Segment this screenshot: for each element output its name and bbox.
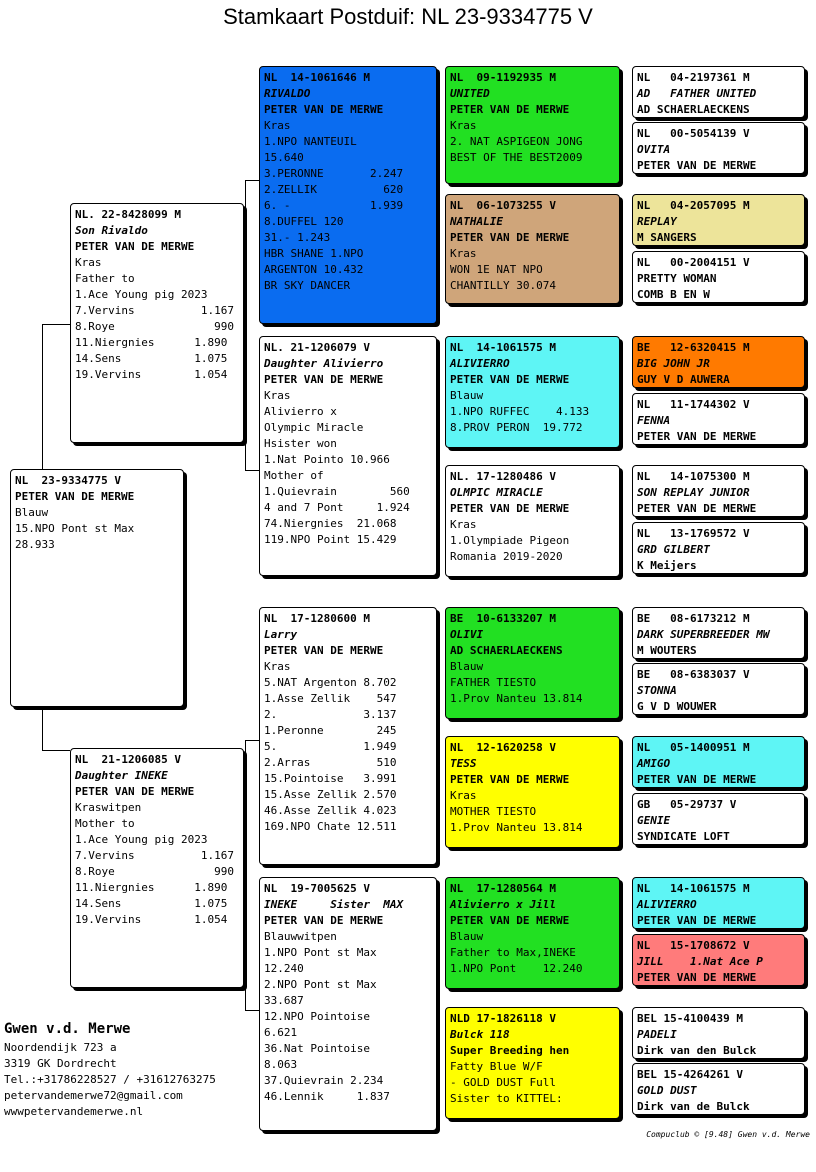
pigeon-card-ggg5[interactable] — [632, 336, 805, 388]
card-line: NL 23-9334775 V — [15, 474, 121, 487]
card-line: Hsister won — [264, 437, 337, 450]
card-line: NL. 22-8428099 M — [75, 208, 181, 221]
connector-g4 — [438, 930, 439, 1060]
card-line: 1.Asse Zellik 547 — [264, 692, 397, 705]
card-line: Bulck 118 — [450, 1028, 510, 1041]
pigeon-card-ggg3[interactable] — [632, 194, 805, 246]
card-line: 1.Nat Pointo 10.966 — [264, 453, 390, 466]
card-line: 8.063 — [264, 1058, 298, 1071]
card-line: GUY V D AUWERA — [637, 373, 730, 386]
card-line: UNITED — [450, 87, 490, 100]
pigeon-card-g3[interactable] — [259, 607, 437, 865]
card-line: BR SKY DANCER — [264, 279, 351, 292]
card-line: 7.Vervins 1.167 — [75, 849, 234, 862]
card-line: G V D WOUWER — [637, 700, 717, 713]
card-line: REPLAY — [637, 215, 677, 228]
card-line: Sister to KITTEL: — [450, 1092, 563, 1105]
card-line: 7.Vervins 1.167 — [75, 304, 234, 317]
card-line: NL 21-1206085 V — [75, 753, 181, 766]
card-line: OLIVI — [450, 628, 484, 641]
card-line: 8.Roye 990 — [75, 320, 234, 333]
card-line: NL. 17-1280486 V — [450, 470, 556, 483]
card-line: NL 11-1744302 V — [637, 398, 750, 411]
card-line: 36.Nat Pointoise — [264, 1042, 370, 1055]
card-line: SON REPLAY JUNIOR — [637, 486, 750, 499]
card-line: M SANGERS — [637, 231, 697, 244]
pigeon-card-gg8[interactable] — [445, 1007, 620, 1119]
card-line: BEL 15-4100439 M — [637, 1012, 743, 1025]
connector-sire-stub1 — [245, 180, 259, 181]
card-line: PADELI — [637, 1028, 677, 1041]
connector-g3 — [438, 660, 439, 790]
connector-sire — [245, 180, 246, 470]
card-line: 2. 3.137 — [264, 708, 397, 721]
card-line: Kraswitpen — [75, 801, 142, 814]
card-line: PETER VAN DE MERWE — [637, 773, 757, 786]
card-line: NL 12-1620258 V — [450, 741, 556, 754]
pigeon-card-ggg9[interactable] — [632, 607, 805, 659]
connector-g2 — [438, 390, 439, 520]
card-line: BE 12-6320415 M — [637, 341, 750, 354]
card-line: NL 14-1061646 M — [264, 71, 370, 84]
pigeon-card-gg4[interactable] — [445, 465, 620, 577]
card-line: Kras — [264, 389, 291, 402]
card-line: AD FATHER UNITED — [637, 87, 757, 100]
card-line: 1.Prov Nanteu 13.814 — [450, 692, 583, 705]
card-line: ALIVIERRO — [637, 898, 697, 911]
card-line: 2.NPO Pont st Max — [264, 978, 377, 991]
pigeon-card-gg3[interactable] — [445, 336, 620, 448]
card-line: 8.DUFFEL 120 — [264, 215, 344, 228]
card-line: PETER VAN DE MERWE — [637, 430, 757, 443]
card-line: RIVALDO — [264, 87, 311, 100]
card-line: AMIGO — [637, 757, 671, 770]
owner-website[interactable]: wwwpetervandemerwe.nl — [4, 1105, 144, 1118]
card-line: Alivierro x Jill — [450, 898, 556, 911]
owner-name: Gwen v.d. Merwe — [4, 1021, 131, 1037]
card-line: PETER VAN DE MERWE — [450, 502, 570, 515]
card-line: ALIVIERRO — [450, 357, 510, 370]
card-line: 11.Niergnies 1.890 — [75, 881, 228, 894]
pigeon-card-ggg11[interactable] — [632, 736, 805, 788]
card-line: 1.Peronne 245 — [264, 724, 397, 737]
card-line: PETER VAN DE MERWE — [637, 971, 757, 984]
card-line: PETER VAN DE MERWE — [450, 373, 570, 386]
card-line: Super Breeding hen — [450, 1044, 570, 1057]
card-line: 169.NPO Chate 12.511 — [264, 820, 397, 833]
connector-sire-stub — [42, 324, 70, 325]
card-line: BE 10-6133207 M — [450, 612, 556, 625]
card-line: BEL 15-4264261 V — [637, 1068, 743, 1081]
pigeon-card-ggg10[interactable] — [632, 663, 805, 715]
card-line: DARK SUPERBREEDER MW — [637, 628, 770, 641]
card-line: 12.240 — [264, 962, 304, 975]
card-line: GOLD DUST — [637, 1084, 697, 1097]
card-line: NL 00-5054139 V — [637, 127, 750, 140]
connector-dam — [245, 740, 246, 1010]
card-line: 28.933 — [15, 538, 55, 551]
card-line: PETER VAN DE MERWE — [637, 502, 757, 515]
card-line: NL 13-1769572 V — [637, 527, 750, 540]
card-line: Daughter Alivierro — [264, 357, 384, 370]
card-line: 1.NPO Pont st Max — [264, 946, 377, 959]
card-line: Father to Max,INEKE — [450, 946, 576, 959]
card-line: COMB B EN W — [637, 288, 710, 301]
card-line: STONNA — [637, 684, 677, 697]
card-line: NL 09-1192935 M — [450, 71, 556, 84]
page-title: Stamkaart Postduif: NL 23-9334775 V — [223, 4, 593, 29]
pigeon-card-ggg4[interactable] — [632, 251, 805, 303]
card-line: NL 04-2197361 M — [637, 71, 750, 84]
card-line: GB 05-29737 V — [637, 798, 737, 811]
card-line: PETER VAN DE MERWE — [264, 103, 384, 116]
card-line: NL 04-2057095 M — [637, 199, 750, 212]
connector-g1 — [438, 120, 439, 250]
card-line: MOTHER TIESTO — [450, 805, 537, 818]
pigeon-card-ggg2[interactable] — [632, 122, 805, 174]
card-line: Daughter INEKE — [75, 769, 168, 782]
card-line: Blauw — [15, 506, 49, 519]
card-line: BIG JOHN JR — [637, 357, 710, 370]
card-line: Blauwwitpen — [264, 930, 337, 943]
card-line: Kras — [264, 119, 291, 132]
card-line: NL 00-2004151 V — [637, 256, 750, 269]
card-line: NL 06-1073255 V — [450, 199, 556, 212]
pigeon-card-ggg1[interactable] — [632, 66, 805, 118]
card-line: NL 17-1280600 M — [264, 612, 370, 625]
card-line: PETER VAN DE MERWE — [637, 914, 757, 927]
connector-dam-stub1 — [245, 740, 259, 741]
pigeon-card-gg5[interactable] — [445, 607, 620, 719]
card-line: 12.NPO Pointoise — [264, 1010, 370, 1023]
pigeon-card-ggg7[interactable] — [632, 465, 805, 517]
card-line: TESS — [450, 757, 477, 770]
card-line: Kras — [450, 247, 477, 260]
card-line: 14.Sens 1.075 — [75, 897, 228, 910]
card-line: Kras — [450, 119, 477, 132]
pigeon-card-ggg12[interactable] — [632, 793, 805, 845]
card-line: Fatty Blue W/F — [450, 1060, 543, 1073]
card-line: 11.Niergnies 1.890 — [75, 336, 228, 349]
card-line: 6. - 1.939 — [264, 199, 404, 212]
card-line: 15.640 — [264, 151, 304, 164]
owner-email[interactable]: petervandemerwe72@gmail.com — [4, 1089, 183, 1102]
pigeon-card-g2[interactable] — [259, 336, 437, 576]
card-line: Mother to — [75, 817, 135, 830]
pigeon-card-g1[interactable] — [259, 66, 437, 324]
card-line: Alivierro x — [264, 405, 337, 418]
owner-phone: Tel.:+31786228527 / +31612763275 — [4, 1073, 216, 1086]
card-line: NL 14-1061575 M — [450, 341, 556, 354]
pigeon-card-ggg13[interactable] — [632, 877, 805, 929]
card-line: 1.NPO RUFFEC 4.133 — [450, 405, 590, 418]
pigeon-card-ggg14[interactable] — [632, 934, 805, 986]
pigeon-card-ggg16[interactable] — [632, 1063, 805, 1115]
pigeon-card-g4[interactable] — [259, 877, 437, 1131]
card-line: JILL 1.Nat Ace P — [637, 955, 763, 968]
card-line: WON 1E NAT NPO — [450, 263, 543, 276]
card-line: Larry — [264, 628, 298, 641]
card-line: OVITA — [637, 143, 671, 156]
card-line: Blauw — [450, 930, 484, 943]
pigeon-card-subject[interactable] — [10, 469, 184, 707]
card-line: 1.NPO NANTEUIL — [264, 135, 357, 148]
pigeon-card-sire[interactable] — [70, 203, 244, 443]
card-line: 37.Quievrain 2.234 — [264, 1074, 384, 1087]
owner-address: Noordendijk 723 a — [4, 1041, 117, 1054]
card-line: 2.Arras 510 — [264, 756, 397, 769]
card-line: 3.PERONNE 2.247 — [264, 167, 404, 180]
card-line: K Meijers — [637, 559, 697, 572]
card-line: FATHER TIESTO — [450, 676, 537, 689]
card-line: M WOUTERS — [637, 644, 697, 657]
card-line: 14.Sens 1.075 — [75, 352, 228, 365]
card-line: NL 14-1061575 M — [637, 882, 750, 895]
card-line: BEST OF THE BEST2009 — [450, 151, 583, 164]
card-line: 1.Olympiade Pigeon — [450, 534, 570, 547]
card-line: Dirk van den Bulck — [637, 1044, 757, 1057]
card-line: 4 and 7 Pont 1.924 — [264, 501, 410, 514]
card-line: NL 14-1075300 M — [637, 470, 750, 483]
card-line: 33.687 — [264, 994, 304, 1007]
card-line: NATHALIE — [450, 215, 503, 228]
card-line: NL 17-1280564 M — [450, 882, 556, 895]
card-line: Blauw — [450, 660, 484, 673]
card-line: SYNDICATE LOFT — [637, 830, 730, 843]
pigeon-card-dam[interactable] — [70, 748, 244, 988]
card-line: PETER VAN DE MERWE — [264, 644, 384, 657]
pigeon-card-gg6[interactable] — [445, 736, 620, 848]
card-line: 119.NPO Point 15.429 — [264, 533, 397, 546]
card-line: 8.PROV PERON 19.772 — [450, 421, 583, 434]
card-line: INEKE Sister MAX — [264, 898, 404, 911]
card-line: 74.Niergnies 21.068 — [264, 517, 397, 530]
card-line: GENIE — [637, 814, 671, 827]
card-line: HBR SHANE 1.NPO — [264, 247, 364, 260]
footer-credit: Compuclub © [9.48] Gwen v.d. Merwe — [646, 1130, 810, 1139]
card-line: PETER VAN DE MERWE — [450, 103, 570, 116]
card-line: 6.621 — [264, 1026, 298, 1039]
card-line: 15.Pointoise 3.991 — [264, 772, 397, 785]
connector-dam-stub2 — [245, 1010, 259, 1011]
card-line: BE 08-6383037 V — [637, 668, 750, 681]
pigeon-card-gg2[interactable] — [445, 194, 620, 304]
card-line: CHANTILLY 30.074 — [450, 279, 556, 292]
card-line: Blauw — [450, 389, 484, 402]
card-line: 31.- 1.243 — [264, 231, 331, 244]
pigeon-card-gg1[interactable] — [445, 66, 620, 184]
card-line: PETER VAN DE MERWE — [264, 373, 384, 386]
card-line: Son Rivaldo — [75, 224, 148, 237]
card-line: ARGENTON 10.432 — [264, 263, 364, 276]
card-line: PETER VAN DE MERWE — [75, 240, 195, 253]
card-line: Kras — [75, 256, 102, 269]
card-line: NLD 17-1826118 V — [450, 1012, 556, 1025]
card-line: Father to — [75, 272, 135, 285]
card-line: 1.Ace Young pig 2023 — [75, 288, 208, 301]
card-line: 46.Lennik 1.837 — [264, 1090, 390, 1103]
card-line: Olympic Miracle — [264, 421, 364, 434]
card-line: 19.Vervins 1.054 — [75, 913, 228, 926]
card-line: 46.Asse Zellik 4.023 — [264, 804, 397, 817]
card-line: PETER VAN DE MERWE — [450, 914, 570, 927]
card-line: NL 05-1400951 M — [637, 741, 750, 754]
card-line: PETER VAN DE MERWE — [264, 914, 384, 927]
card-line: PRETTY WOMAN — [637, 272, 717, 285]
card-line: 2. NAT ASPIGEON JONG — [450, 135, 583, 148]
card-line: OLMPIC MIRACLE — [450, 486, 543, 499]
connector-dam-stub — [42, 750, 70, 751]
card-line: GRD GILBERT — [637, 543, 710, 556]
card-line: 15.Asse Zellik 2.570 — [264, 788, 397, 801]
owner-info — [4, 1018, 216, 1120]
card-line: BE 08-6173212 M — [637, 612, 750, 625]
card-line: 1.Ace Young pig 2023 — [75, 833, 208, 846]
card-line: Romania 2019-2020 — [450, 550, 563, 563]
pigeon-card-ggg8[interactable] — [632, 522, 805, 574]
card-line: Kras — [450, 789, 477, 802]
card-line: 5. 1.949 — [264, 740, 397, 753]
owner-city: 3319 GK Dordrecht — [4, 1057, 117, 1070]
card-line: 8.Roye 990 — [75, 865, 234, 878]
card-line: 2.ZELLIK 620 — [264, 183, 404, 196]
pigeon-card-ggg6[interactable] — [632, 393, 805, 445]
card-line: PETER VAN DE MERWE — [450, 231, 570, 244]
card-line: FENNA — [637, 414, 671, 427]
card-line: Dirk van de Bulck — [637, 1100, 750, 1113]
card-line: 5.NAT Argenton 8.702 — [264, 676, 397, 689]
card-line: NL 15-1708672 V — [637, 939, 750, 952]
card-line: Kras — [450, 518, 477, 531]
card-line: 1.Quievrain 560 — [264, 485, 410, 498]
card-line: NL 19-7005625 V — [264, 882, 370, 895]
card-line: PETER VAN DE MERWE — [637, 159, 757, 172]
connector-sire-stub2 — [245, 470, 259, 471]
card-line: 1.NPO Pont 12.240 — [450, 962, 583, 975]
card-line: - GOLD DUST Full — [450, 1076, 556, 1089]
card-line: Kras — [264, 660, 291, 673]
card-line: Mother of — [264, 469, 324, 482]
card-line: PETER VAN DE MERWE — [75, 785, 195, 798]
card-line: AD SCHAERLAECKENS — [637, 103, 750, 116]
pigeon-card-gg7[interactable] — [445, 877, 620, 989]
pigeon-card-ggg15[interactable] — [632, 1007, 805, 1059]
card-line: 1.Prov Nanteu 13.814 — [450, 821, 583, 834]
card-line: NL. 21-1206079 V — [264, 341, 370, 354]
card-line: AD SCHAERLAECKENS — [450, 644, 563, 657]
card-line: 19.Vervins 1.054 — [75, 368, 228, 381]
card-line: 15.NPO Pont st Max — [15, 522, 135, 535]
card-line: PETER VAN DE MERWE — [450, 773, 570, 786]
card-line: PETER VAN DE MERWE — [15, 490, 135, 503]
